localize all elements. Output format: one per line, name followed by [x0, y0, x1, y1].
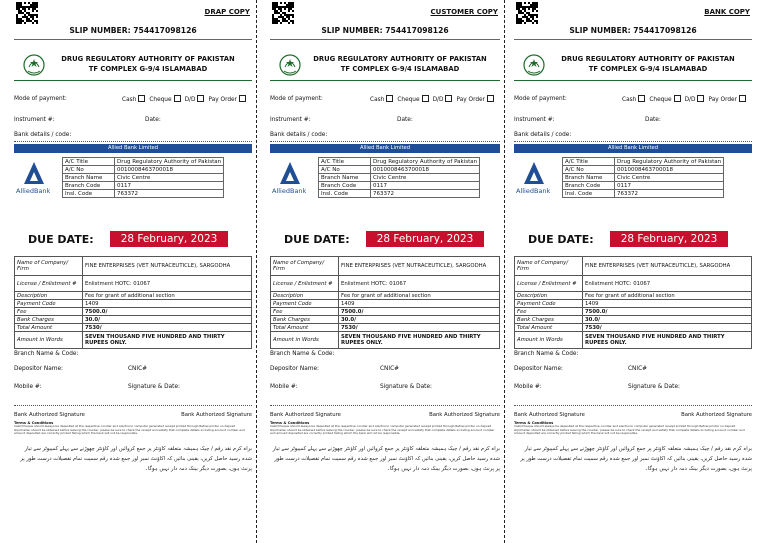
info-key: Total Amount	[271, 324, 339, 332]
terms-title: Terms & Conditions	[14, 421, 54, 425]
info-key: License / Enlistment #	[15, 276, 83, 292]
payment-option-label: Cheque	[649, 97, 672, 103]
branch-name-label: Branch Name & Code:	[270, 351, 335, 357]
info-value: Fee for grant of additional section	[583, 292, 752, 300]
table-row	[15, 276, 252, 292]
table-row	[15, 300, 252, 308]
payment-option-checkbox[interactable]	[739, 95, 746, 102]
government-emblem-icon	[278, 53, 302, 77]
payment-option-checkbox[interactable]	[197, 95, 204, 102]
account-key: Branch Code	[319, 182, 371, 190]
account-key: A/C No	[63, 166, 115, 174]
date-label: Date:	[645, 117, 661, 123]
account-value: Civic Centre	[115, 174, 224, 182]
info-value: FINE ENTERPRISES (VET NUTRACEUTICLE), SARGODHA	[83, 257, 252, 276]
mode-of-payment-label: Mode of payment:	[514, 96, 567, 102]
table-row	[271, 300, 500, 308]
account-key: Insl. Code	[319, 190, 371, 198]
mobile-label: Mobile #:	[514, 384, 542, 390]
payment-option-checkbox[interactable]	[674, 95, 681, 102]
bank-signature-left: Bank Authorized Signature	[14, 412, 85, 418]
payment-options	[370, 95, 498, 103]
mobile-label: Mobile #:	[14, 384, 42, 390]
account-key: A/C Title	[563, 158, 615, 166]
info-value: 7500.0/	[83, 308, 252, 316]
government-emblem-icon	[22, 53, 46, 77]
bank-details-label: Bank details / code:	[270, 132, 328, 138]
urdu-terms-text: براہ کرم نقد رقم / چیک ہمیشہ متعلقہ کاؤنٹر پر جمع کروائیں اور کاؤنٹر چھوڑنے سے پہلے کمپیوٹر سے تیار شدہ رسید حاصل کریں، یقینی بنائیں کہ اکاؤنٹ نمبر اور جمع شدہ رقم سمیت تمام تفصیلات درست طور پر پرنٹ ہوں، بصورت دیگر بینک ذمہ دار نہیں ہوگا۔	[272, 446, 500, 472]
due-date-value: 28 February, 2023	[610, 231, 728, 247]
slip-copy	[514, 8, 752, 502]
divider-line	[514, 80, 752, 81]
due-date-label: DUE DATE:	[528, 233, 594, 246]
payment-options	[622, 95, 750, 103]
depositor-label: Depositor Name:	[514, 366, 563, 372]
account-key: Branch Name	[563, 174, 615, 182]
payment-option-label: Pay Order	[708, 97, 737, 103]
account-key: Branch Code	[563, 182, 615, 190]
payment-option-checkbox[interactable]	[445, 95, 452, 102]
divider-line	[14, 80, 252, 81]
depositor-name-label	[514, 366, 752, 372]
date-label: Date:	[145, 117, 161, 123]
table-row	[319, 174, 480, 182]
table-row	[515, 276, 752, 292]
authority-name	[544, 54, 752, 74]
divider-line	[14, 39, 252, 40]
depositor-name-label	[270, 366, 500, 372]
divider-line	[14, 405, 252, 406]
allied-bank-triangle-inner	[30, 172, 38, 181]
payment-option-label: D/D	[684, 97, 696, 103]
table-row	[15, 332, 252, 349]
bank-details-label: Bank details / code:	[14, 132, 72, 138]
mobile-label-row	[270, 384, 500, 390]
account-key: A/C Title	[63, 158, 115, 166]
bank-details-label: Bank details / code:	[514, 132, 572, 138]
info-value: SEVEN THOUSAND FIVE HUNDRED AND THIRTY RUPEES ONLY.	[339, 332, 500, 349]
payment-option-checkbox[interactable]	[697, 95, 704, 102]
divider-line	[270, 405, 500, 406]
table-row	[271, 308, 500, 316]
divider-line	[270, 141, 500, 142]
info-value: 1409	[583, 300, 752, 308]
info-value: Fee for grant of additional section	[339, 292, 500, 300]
allied-bank-triangle-inner	[286, 172, 294, 181]
info-key: License / Enlistment #	[271, 276, 339, 292]
info-value: Enlistment HOTC: 01067	[83, 276, 252, 292]
bank-signature-row	[270, 412, 500, 418]
info-key: Payment Code	[15, 300, 83, 308]
table-row	[319, 182, 480, 190]
depositor-label: Depositor Name:	[270, 366, 319, 372]
info-key: Amount in Words	[271, 332, 339, 349]
account-value: 0010008463700018	[371, 166, 480, 174]
table-row	[319, 190, 480, 198]
authority-name	[44, 54, 252, 74]
slip-copy	[270, 8, 500, 502]
payment-option-label: Cheque	[149, 97, 172, 103]
copy-label: CUSTOMER COPY	[430, 8, 498, 16]
qr-code-icon	[272, 2, 294, 24]
info-key: Total Amount	[515, 324, 583, 332]
info-key: Payment Code	[515, 300, 583, 308]
account-key: Insl. Code	[63, 190, 115, 198]
table-row	[515, 308, 752, 316]
info-value: 30.0/	[83, 316, 252, 324]
info-key: License / Enlistment #	[515, 276, 583, 292]
payment-info-table	[14, 256, 252, 349]
table-row	[563, 158, 724, 166]
cnic-label: CNIC#	[628, 366, 647, 372]
table-row	[271, 332, 500, 349]
authority-line2: TF COMPLEX G-9/4 ISLAMABAD	[340, 65, 460, 73]
divider-line	[270, 80, 500, 81]
payment-option-checkbox[interactable]	[239, 95, 246, 102]
mobile-label-row	[14, 384, 252, 390]
depositor-label: Depositor Name:	[14, 366, 63, 372]
info-key: Total Amount	[15, 324, 83, 332]
payment-option-label: Cash	[622, 97, 637, 103]
signature-date-label: Signature & Date:	[380, 384, 432, 390]
mobile-label: Mobile #:	[270, 384, 298, 390]
slip-copy	[14, 8, 252, 502]
info-key: Fee	[15, 308, 83, 316]
allied-bank-logo-text: AlliedBank	[16, 187, 51, 195]
account-table	[62, 157, 224, 198]
instrument-label: Instrument #:	[270, 117, 311, 123]
payment-option-label: Pay Order	[208, 97, 237, 103]
cnic-label: CNIC#	[128, 366, 147, 372]
slip-number: SLIP NUMBER: 754417098126	[569, 26, 697, 35]
bank-title-bar: Allied Bank Limited	[270, 144, 500, 153]
payment-option-checkbox[interactable]	[386, 95, 393, 102]
info-key: Description	[271, 292, 339, 300]
account-value: 0117	[615, 182, 724, 190]
urdu-terms-text: براہ کرم نقد رقم / چیک ہمیشہ متعلقہ کاؤنٹر پر جمع کروائیں اور کاؤنٹر چھوڑنے سے پہلے کمپیوٹر سے تیار شدہ رسید حاصل کریں، یقینی بنائیں کہ اکاؤنٹ نمبر اور جمع شدہ رقم سمیت تمام تفصیلات درست طور پر پرنٹ ہوں، بصورت دیگر بینک ذمہ دار نہیں ہوگا۔	[520, 446, 752, 472]
payment-info-table	[270, 256, 500, 349]
urdu-terms-text: براہ کرم نقد رقم / چیک ہمیشہ متعلقہ کاؤنٹر پر جمع کروائیں اور کاؤنٹر چھوڑنے سے پہلے کمپیوٹر سے تیار شدہ رسید حاصل کریں، یقینی بنائیں کہ اکاؤنٹ نمبر اور جمع شدہ رقم سمیت تمام تفصیلات درست طور پر پرنٹ ہوں، بصورت دیگر بینک ذمہ دار نہیں ہوگا۔	[20, 446, 252, 472]
bank-title-bar: Allied Bank Limited	[14, 144, 252, 153]
due-date-value: 28 February, 2023	[110, 231, 228, 247]
bank-signature-right: Bank Authorized Signature	[429, 412, 500, 418]
copy-divider	[256, 0, 257, 543]
account-value: Drug Regulatory Authority of Pakistan	[615, 158, 724, 166]
info-value: 1409	[83, 300, 252, 308]
branch-name-label: Branch Name & Code:	[514, 351, 579, 357]
info-value: FINE ENTERPRISES (VET NUTRACEUTICLE), SARGODHA	[339, 257, 500, 276]
authority-line1: DRUG REGULATORY AUTHORITY OF PAKISTAN	[313, 55, 487, 63]
account-value: Civic Centre	[615, 174, 724, 182]
divider-line	[514, 405, 752, 406]
info-value: Enlistment HOTC: 01067	[339, 276, 500, 292]
info-key: Amount in Words	[15, 332, 83, 349]
payment-option-checkbox[interactable]	[138, 95, 145, 102]
account-value: Drug Regulatory Authority of Pakistan	[371, 158, 480, 166]
info-key: Fee	[515, 308, 583, 316]
allied-bank-logo	[272, 162, 308, 198]
info-key: Amount in Words	[515, 332, 583, 349]
table-row	[563, 182, 724, 190]
table-row	[515, 332, 752, 349]
allied-bank-logo-text: AlliedBank	[516, 187, 551, 195]
terms-text: Cash/Cheque should always be deposited at the respective counter and electronic computer generated receipt printed through Refoel printer on deposit slip/challan should be obtained before leaving the counter, please be sure to check the receipt and satisfy that complete details including account number and amount deposited are correctly printed failing which the bank will not be responsible.	[14, 424, 245, 436]
info-key: Payment Code	[271, 300, 339, 308]
table-row	[15, 257, 252, 276]
account-key: A/C No	[319, 166, 371, 174]
mode-of-payment-label: Mode of payment:	[14, 96, 67, 102]
allied-bank-triangle-inner	[530, 172, 538, 181]
info-value: Enlistment HOTC: 01067	[583, 276, 752, 292]
info-value: SEVEN THOUSAND FIVE HUNDRED AND THIRTY RUPEES ONLY.	[583, 332, 752, 349]
authority-line1: DRUG REGULATORY AUTHORITY OF PAKISTAN	[61, 55, 235, 63]
signature-date-label: Signature & Date:	[628, 384, 680, 390]
account-key: A/C No	[563, 166, 615, 174]
allied-bank-logo	[516, 162, 552, 198]
account-value: 0010008463700018	[115, 166, 224, 174]
info-value: 7500.0/	[583, 308, 752, 316]
signature-date-label: Signature & Date:	[128, 384, 180, 390]
bank-signature-right: Bank Authorized Signature	[681, 412, 752, 418]
table-row	[319, 166, 480, 174]
account-value: 0010008463700018	[615, 166, 724, 174]
mobile-label-row	[514, 384, 752, 390]
government-emblem-icon	[522, 53, 546, 77]
slip-number: SLIP NUMBER: 754417098126	[321, 26, 449, 35]
terms-title: Terms & Conditions	[514, 421, 554, 425]
payment-option-checkbox[interactable]	[638, 95, 645, 102]
info-key: Description	[15, 292, 83, 300]
due-date-value: 28 February, 2023	[366, 231, 484, 247]
bank-signature-right: Bank Authorized Signature	[181, 412, 252, 418]
account-value: 0117	[371, 182, 480, 190]
table-row	[63, 182, 224, 190]
info-value: 30.0/	[583, 316, 752, 324]
table-row	[63, 190, 224, 198]
info-value: SEVEN THOUSAND FIVE HUNDRED AND THIRTY RUPEES ONLY.	[83, 332, 252, 349]
qr-code-icon	[516, 2, 538, 24]
authority-line1: DRUG REGULATORY AUTHORITY OF PAKISTAN	[561, 55, 735, 63]
authority-line2: TF COMPLEX G-9/4 ISLAMABAD	[588, 65, 708, 73]
account-table	[562, 157, 724, 198]
table-row	[15, 308, 252, 316]
table-row	[271, 276, 500, 292]
due-date-label: DUE DATE:	[284, 233, 350, 246]
bank-signature-left: Bank Authorized Signature	[514, 412, 585, 418]
copy-label: BANK COPY	[704, 8, 750, 16]
table-row	[63, 174, 224, 182]
payment-options	[122, 95, 250, 103]
date-label: Date:	[397, 117, 413, 123]
info-value: 7500.0/	[339, 308, 500, 316]
divider-line	[514, 141, 752, 142]
account-key: Insl. Code	[563, 190, 615, 198]
table-row	[271, 316, 500, 324]
account-value: 763372	[371, 190, 480, 198]
table-row	[563, 166, 724, 174]
account-value: 0117	[115, 182, 224, 190]
account-key: Branch Name	[319, 174, 371, 182]
info-key: Bank Charges	[515, 316, 583, 324]
authority-name	[300, 54, 500, 74]
table-row	[15, 292, 252, 300]
allied-bank-logo-text: AlliedBank	[272, 187, 307, 195]
terms-text: Cash/Cheque should always be deposited at the respective counter and electronic computer generated receipt printed through Refoel printer on deposit slip/challan should be obtained before leaving the counter, please be sure to check the receipt and satisfy that complete details including account number and amount deposited are correctly printed failing which the bank will not be responsible.	[514, 424, 745, 436]
table-row	[563, 190, 724, 198]
slip-number: SLIP NUMBER: 754417098126	[69, 26, 197, 35]
account-value: 763372	[115, 190, 224, 198]
table-row	[515, 324, 752, 332]
info-value: 7530/	[339, 324, 500, 332]
payment-option-label: Cheque	[397, 97, 420, 103]
payment-option-label: Cash	[122, 97, 137, 103]
info-key: Fee	[271, 308, 339, 316]
due-date-label: DUE DATE:	[28, 233, 94, 246]
info-value: 1409	[339, 300, 500, 308]
allied-bank-logo	[16, 162, 52, 198]
info-key: Name of Company/ Firm	[271, 257, 339, 276]
payment-option-label: D/D	[184, 97, 196, 103]
bank-title-bar: Allied Bank Limited	[514, 144, 752, 153]
table-row	[63, 158, 224, 166]
info-value: FINE ENTERPRISES (VET NUTRACEUTICLE), SARGODHA	[583, 257, 752, 276]
info-key: Bank Charges	[271, 316, 339, 324]
payment-info-table	[514, 256, 752, 349]
account-value: Civic Centre	[371, 174, 480, 182]
info-key: Bank Charges	[15, 316, 83, 324]
info-value: 7530/	[583, 324, 752, 332]
table-row	[271, 257, 500, 276]
payment-option-checkbox[interactable]	[487, 95, 494, 102]
info-key: Name of Company/ Firm	[15, 257, 83, 276]
divider-line	[270, 39, 500, 40]
instrument-label: Instrument #:	[14, 117, 55, 123]
depositor-name-label	[14, 366, 252, 372]
bank-signature-row	[14, 412, 252, 418]
account-value: Drug Regulatory Authority of Pakistan	[115, 158, 224, 166]
branch-name-label: Branch Name & Code:	[14, 351, 79, 357]
table-row	[515, 300, 752, 308]
payment-option-label: D/D	[432, 97, 444, 103]
divider-line	[514, 39, 752, 40]
divider-line	[14, 141, 252, 142]
table-row	[563, 174, 724, 182]
account-key: A/C Title	[319, 158, 371, 166]
instrument-label: Instrument #:	[514, 117, 555, 123]
table-row	[271, 292, 500, 300]
authority-line2: TF COMPLEX G-9/4 ISLAMABAD	[88, 65, 208, 73]
account-table	[318, 157, 480, 198]
payment-option-checkbox[interactable]	[174, 95, 181, 102]
bank-signature-left: Bank Authorized Signature	[270, 412, 341, 418]
info-value: Fee for grant of additional section	[83, 292, 252, 300]
table-row	[271, 324, 500, 332]
account-value: 763372	[615, 190, 724, 198]
info-key: Name of Company/ Firm	[515, 257, 583, 276]
mode-of-payment-label: Mode of payment:	[270, 96, 323, 102]
payment-option-label: Cash	[370, 97, 385, 103]
copy-label: DRAP COPY	[204, 8, 250, 16]
info-key: Description	[515, 292, 583, 300]
table-row	[63, 166, 224, 174]
info-value: 7530/	[83, 324, 252, 332]
info-value: 30.0/	[339, 316, 500, 324]
copy-divider	[504, 0, 505, 543]
terms-title: Terms & Conditions	[270, 421, 310, 425]
payment-option-checkbox[interactable]	[422, 95, 429, 102]
table-row	[15, 324, 252, 332]
account-key: Branch Code	[63, 182, 115, 190]
table-row	[515, 316, 752, 324]
cnic-label: CNIC#	[380, 366, 399, 372]
table-row	[319, 158, 480, 166]
table-row	[15, 316, 252, 324]
terms-text: Cash/Cheque should always be deposited at the respective counter and electronic computer generated receipt printed through Refoel printer on deposit slip/challan should be obtained before leaving the counter, please be sure to check the receipt and satisfy that complete details including account number and amount deposited are correctly printed failing which the bank will not be responsible.	[270, 424, 495, 436]
payment-option-label: Pay Order	[456, 97, 485, 103]
bank-signature-row	[514, 412, 752, 418]
qr-code-icon	[16, 2, 38, 24]
account-key: Branch Name	[63, 174, 115, 182]
table-row	[515, 257, 752, 276]
table-row	[515, 292, 752, 300]
